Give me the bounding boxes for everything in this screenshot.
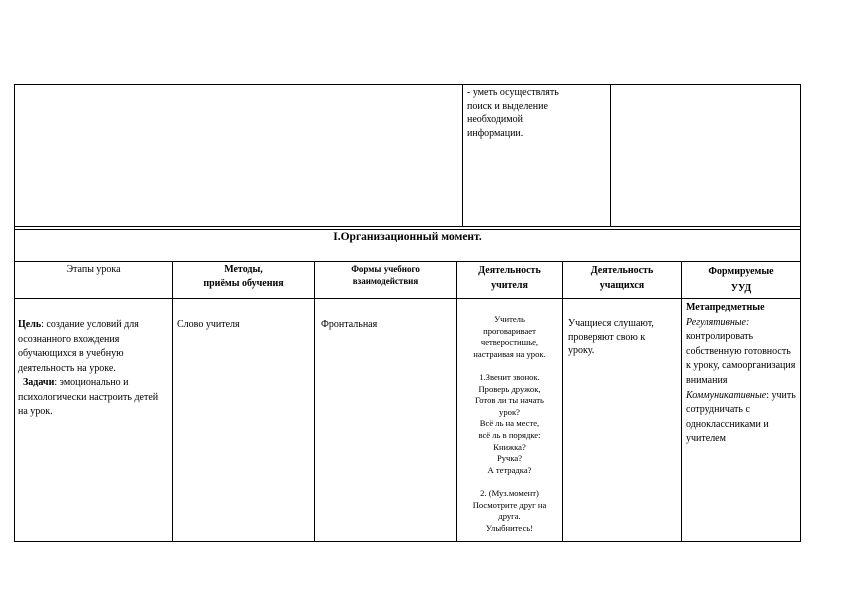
uud-heading: Метапредметные	[686, 302, 765, 313]
uud-comm-text: : учить сотрудничать с одноклассниками и учителем	[686, 389, 796, 445]
v-line-right	[800, 84, 801, 542]
uud-cell	[686, 301, 798, 447]
v-line-col-5	[681, 261, 682, 542]
uud-reg-label: Регулятивные:	[686, 316, 750, 328]
v-line-top-2	[610, 84, 611, 226]
v-line-col-1	[172, 261, 173, 542]
h-line-section-top	[14, 226, 801, 227]
skill-text: - уметь осуществлять поиск и выделение необходимой информации.	[467, 87, 559, 139]
header-uud: Формируемые УУД	[708, 266, 774, 294]
uud-comm-label: Коммуникативные	[686, 389, 767, 401]
students-activity-cell: Учащиеся слушают, проверяют свою к уроку.	[568, 318, 654, 356]
header-stages: Этапы урока	[66, 264, 121, 275]
method-cell: Слово учителя	[177, 319, 240, 330]
header-teacher: Деятельность учителя	[478, 265, 541, 291]
header-forms: Формы учебного взаимодействия	[351, 264, 420, 286]
section-title: I.Организационный момент.	[333, 231, 482, 243]
h-line-section-top2	[14, 229, 801, 230]
h-line-section-bottom	[14, 261, 801, 262]
h-line-bottom	[14, 541, 801, 542]
goal-text: : создание условий для осознанного вхождения обучающихся в учебную деятельность на уроке.	[18, 319, 139, 374]
tasks-text: : эмоционально и психологически настроить детей на урок.	[18, 377, 159, 417]
header-methods: Методы, приёмы обучения	[203, 264, 284, 289]
v-line-top-1	[462, 84, 463, 226]
form-cell: Фронтальная	[321, 319, 378, 330]
h-line-top	[14, 84, 801, 85]
uud-reg-text: контролировать собственную готовность к уроку, самоорганизация внимания	[686, 331, 796, 386]
h-line-header-bottom	[14, 298, 801, 299]
header-students: Деятельность учащихся	[590, 265, 654, 291]
teacher-activity-cell: Учитель проговаривает четверостишье, настраивая на урок. 1.Звенит звонок. Проверь дружок, Готов ли ты начать урок? Всё ль на месте, всё ль в порядке: Книжка? Ручка? А тетрадка? 2. (Муз.момент) Посмотрите друг на друга. Улыбнитесь!	[472, 314, 547, 533]
v-line-left	[14, 84, 15, 542]
goal-label: Цель	[18, 319, 42, 330]
tasks-label: Задачи	[23, 377, 55, 388]
stage-cell	[18, 318, 170, 420]
v-line-col-4	[562, 261, 563, 542]
v-line-col-2	[314, 261, 315, 542]
